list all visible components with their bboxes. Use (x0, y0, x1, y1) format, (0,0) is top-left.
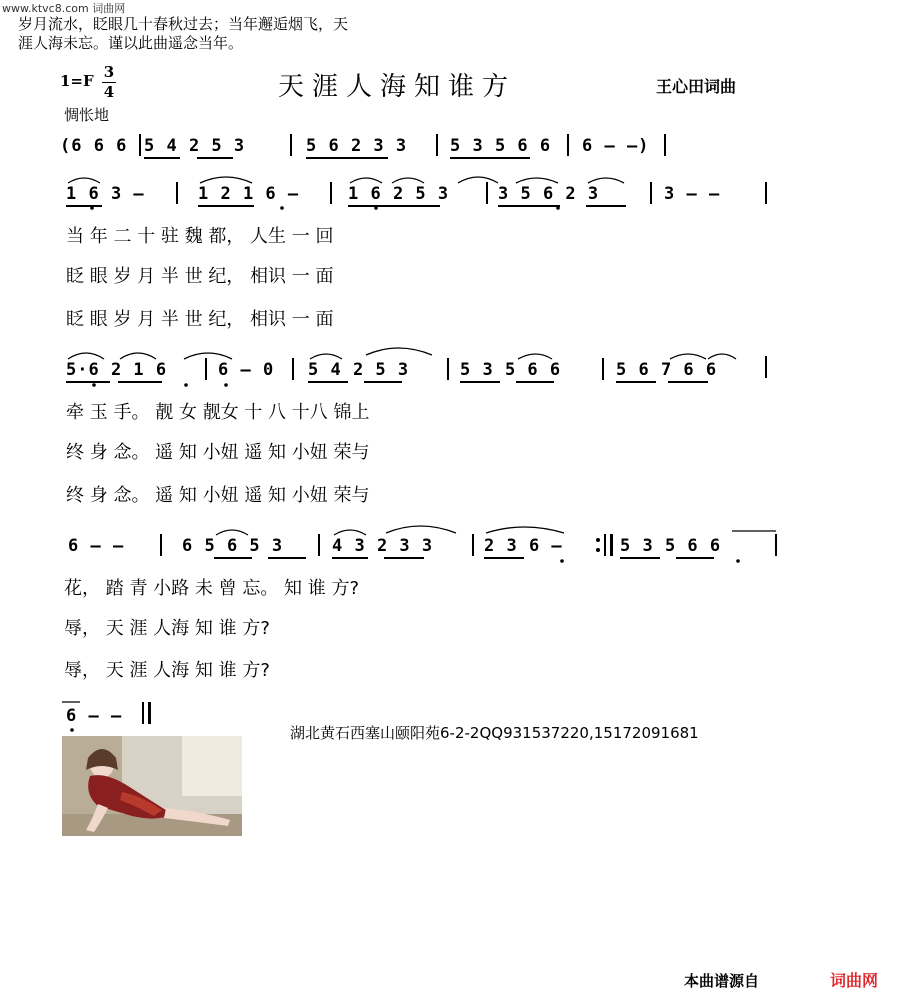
barline (160, 534, 162, 556)
measure-1-2: 5 4 2 5 3 (144, 136, 246, 156)
barline (205, 358, 207, 380)
source-label: 本曲谱源自 (684, 972, 760, 990)
octave-dot (184, 383, 188, 387)
underline (498, 205, 560, 207)
measure-2-5: 3 — – (664, 184, 721, 204)
site-brand-link[interactable]: 词曲网 (830, 971, 879, 990)
octave-dot (92, 383, 96, 387)
barline (148, 702, 151, 724)
underline (197, 157, 233, 159)
barline (436, 134, 438, 156)
watermark: www.ktvc8.com 词曲网 (2, 2, 126, 15)
underline (450, 157, 530, 159)
barline (447, 358, 449, 380)
underline (308, 381, 348, 383)
barline (567, 134, 569, 156)
tie (184, 353, 232, 359)
underline (460, 381, 500, 383)
underline (66, 381, 110, 383)
slur (516, 178, 558, 183)
barline (318, 534, 320, 556)
measure-1-5: 6 – –) (582, 136, 650, 156)
measure-5-1: 6 – – (66, 706, 123, 726)
underline (118, 381, 162, 383)
tie (708, 354, 736, 359)
underline (616, 381, 656, 383)
measure-4-3: 4 3 2 3 3 (332, 536, 434, 556)
measure-3-3: 5 4 2 5 3 (308, 360, 410, 380)
measure-1-4: 5 3 5 6 6 (450, 136, 552, 156)
barline (139, 134, 141, 156)
author-credit: 王心田词曲 (656, 77, 737, 96)
underline (676, 557, 714, 559)
barline (176, 182, 178, 204)
slur (670, 354, 706, 359)
underline (198, 205, 254, 207)
underline (306, 157, 388, 159)
underline (348, 205, 440, 207)
measure-1-1: (6 6 6 (60, 136, 128, 156)
barline (142, 702, 144, 724)
measure-4-5: 5 3 5 6 6 (620, 536, 722, 556)
lyric-line: 辱， 天 涯 人海 知 谁 方? (64, 660, 270, 681)
lyric-line: 终 身 念。 遥 知 小妞 遥 知 小妞 荣与 (66, 442, 370, 463)
barline (292, 358, 294, 380)
underline (620, 557, 660, 559)
barline (290, 134, 292, 156)
slur (392, 178, 424, 183)
measure-2-3: 1 6 2 5 3 (348, 184, 450, 204)
time-signature (102, 64, 116, 101)
lyric-line: 眨 眼 岁 月 半 世 纪， 相识 一 面 (66, 309, 334, 330)
slur (216, 530, 248, 535)
barline (664, 134, 666, 156)
octave-dot (556, 206, 560, 210)
barline (765, 182, 767, 204)
tie (486, 527, 564, 533)
lyric-line: 当 年 二 十 驻 魏 都， 人生 一 回 (66, 226, 334, 247)
underline (364, 381, 402, 383)
underline (66, 205, 102, 207)
barline (602, 358, 604, 380)
underline (214, 557, 252, 559)
measure-3-5: 5 6 7 6 6 (616, 360, 718, 380)
song-title: 天涯人海知谁方 (278, 72, 517, 102)
lyric-line: 辱， 天 涯 人海 知 谁 方? (64, 618, 270, 639)
measure-3-4: 5 3 5 6 6 (460, 360, 562, 380)
octave-dot (90, 206, 94, 210)
slur (120, 353, 156, 359)
slur (518, 354, 552, 359)
slur (386, 526, 456, 533)
octave-dot (560, 559, 564, 563)
measure-4-4: 2 3 6 – (484, 536, 563, 556)
underline (668, 381, 708, 383)
time-signature-bottom: 4 (103, 83, 115, 101)
measure-4-1: 6 – – (68, 536, 125, 556)
slur (310, 354, 342, 359)
underline (516, 381, 554, 383)
underline (268, 557, 306, 559)
slur (200, 177, 252, 183)
barline (486, 182, 488, 204)
barline (650, 182, 652, 204)
measure-2-1: 1 6 3 – (66, 184, 145, 204)
underline (384, 557, 424, 559)
intro-line-1: 岁月流水，眨眼几十春秋过去；当年邂逅烟飞，天 (18, 15, 349, 33)
barline (604, 534, 606, 556)
measure-2-4: 3 5 6 2 3 (498, 184, 600, 204)
composer-address: 湖北黄石西塞山颐阳苑6-2-2QQ931537220,15172091681 (290, 724, 699, 742)
octave-dot (374, 206, 378, 210)
slur (350, 178, 382, 183)
measure-2-2: 1 2 1 6 – (198, 184, 300, 204)
slur (588, 178, 624, 183)
underline (484, 557, 524, 559)
key-signature: 1=F (60, 72, 94, 90)
slur (334, 530, 366, 535)
octave-dot (736, 559, 740, 563)
lyric-line: 牵 玉 手。 靓 女 靓女 十 八 十八 锦上 (66, 402, 370, 423)
lyric-line: 眨 眼 岁 月 半 世 纪， 相识 一 面 (66, 266, 334, 287)
intro-line-2: 涯人海未忘。谨以此曲遥念当年。 (18, 34, 244, 52)
barline (610, 534, 613, 556)
underline (332, 557, 368, 559)
underline (586, 205, 626, 207)
photo-illustration (62, 736, 242, 836)
barline (775, 534, 777, 556)
measure-1-3: 5 6 2 3 3 (306, 136, 408, 156)
underline (144, 157, 180, 159)
slur (68, 178, 100, 183)
performer-photo (62, 736, 242, 836)
slur (366, 348, 432, 355)
time-signature-top: 3 (103, 63, 115, 81)
measure-3-2: 6 – 0 (218, 360, 275, 380)
lyric-line: 花， 踏 青 小路 未 曾 忘。 知 谁 方? (64, 578, 360, 599)
barline (330, 182, 332, 204)
barline (472, 534, 474, 556)
lyric-line: 终 身 念。 遥 知 小妞 遥 知 小妞 荣与 (66, 485, 370, 506)
measure-4-2: 6 5 6 5 3 (182, 536, 284, 556)
tie (458, 177, 498, 183)
measure-3-1: 5·6 2 1 6 (66, 360, 168, 380)
slur (68, 353, 104, 359)
octave-dot (70, 728, 74, 732)
octave-dot (280, 206, 284, 210)
tempo-mood: 惆怅地 (64, 106, 110, 124)
octave-dot (224, 383, 228, 387)
barline (765, 356, 767, 378)
